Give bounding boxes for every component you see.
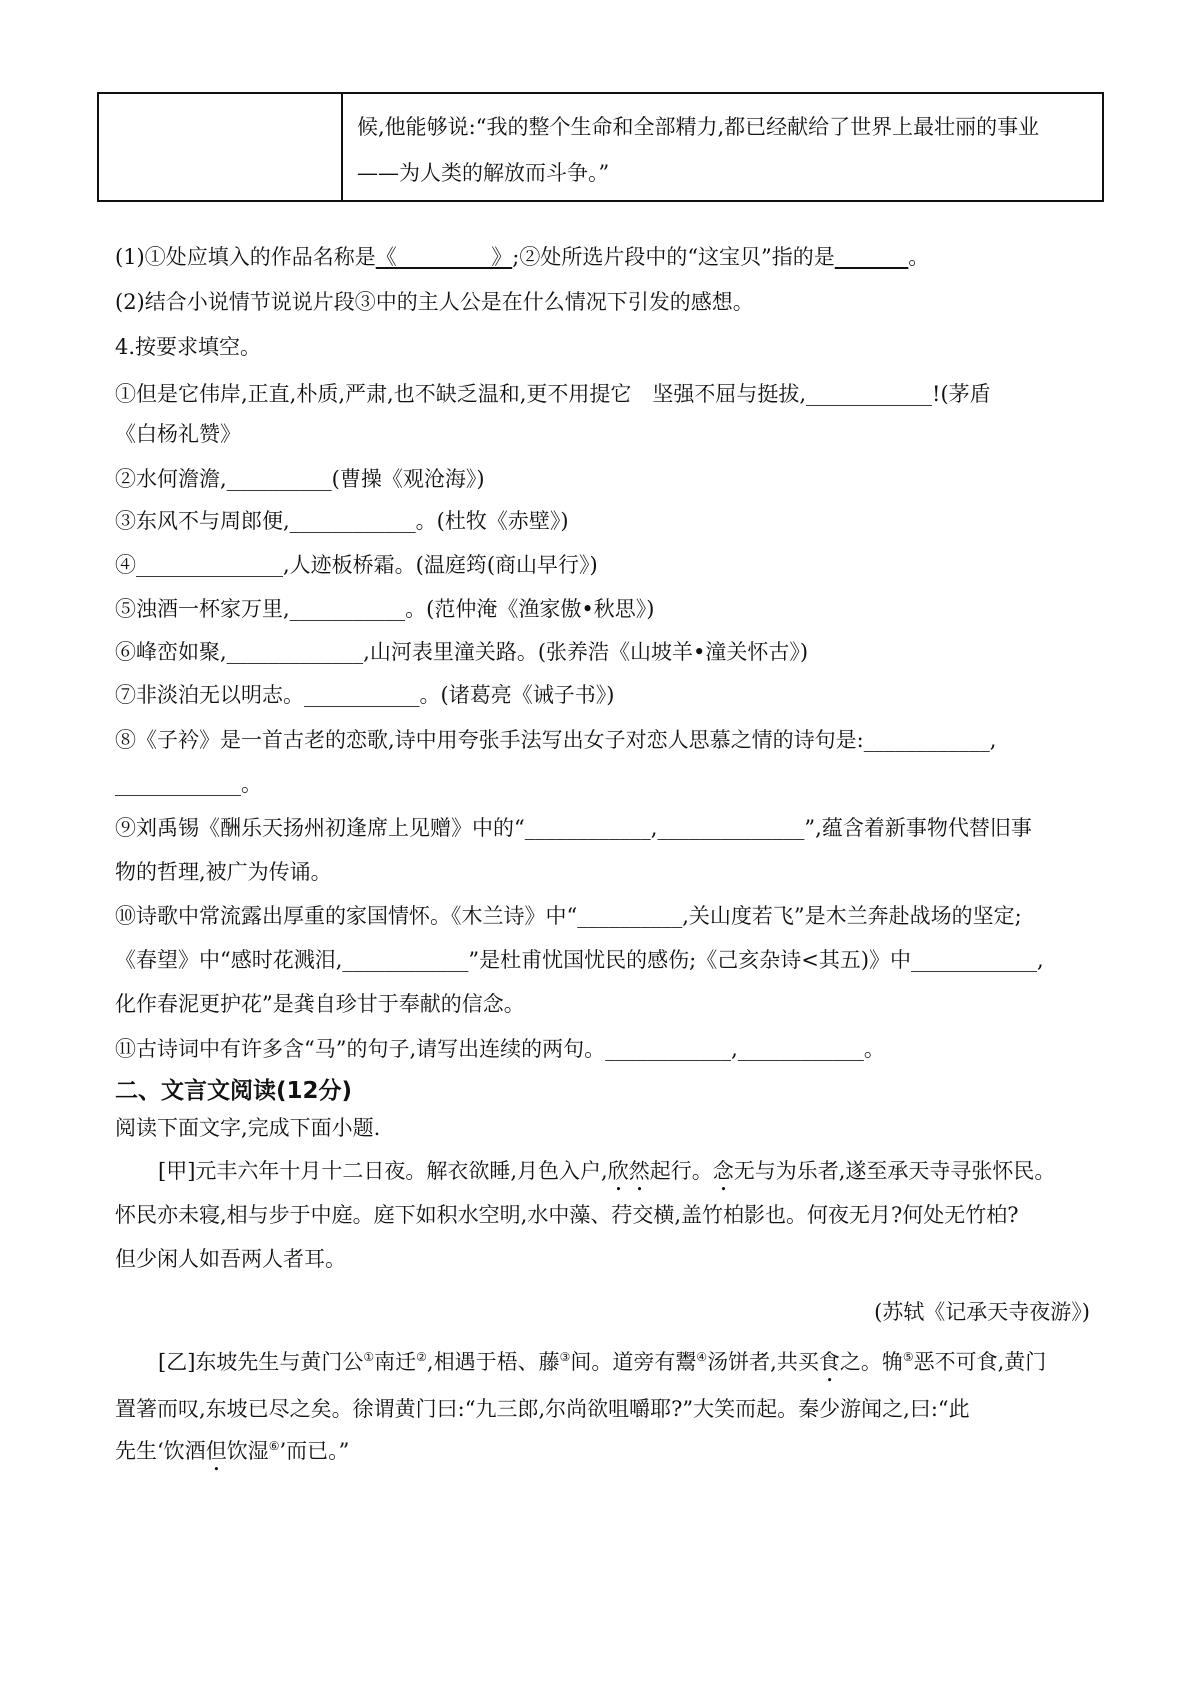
dotted-word: 食: [818, 1350, 840, 1374]
fill-item-6: ⑥峰峦如聚,_____________,山河表里潼关路。(张养浩《山坡羊•潼关怀古》): [115, 640, 809, 664]
fill-item-8-cont: ____________。: [115, 772, 262, 796]
table-left-cell: [98, 93, 342, 201]
section-instruction: 阅读下面文字,完成下面小题.: [115, 1116, 381, 1140]
fill-item-4: ④______________,人迹板桥霜。(温庭筠(商山早行》): [115, 553, 598, 577]
dotted-word: 念: [712, 1159, 734, 1183]
fill-item-8: ⑧《子衿》是一首古老的恋歌,诗中用夸张手法写出女子对恋人思慕之情的诗句是:____________,: [115, 728, 997, 752]
footnote-marker: ⑤: [902, 1350, 914, 1364]
passage-yi-line: [乙]东坡先生与黄门公①南迁②,相遇于梧、藤③间。道旁有鬻④汤饼者,共买食之。觕⑤恶不可食,黄门: [158, 1350, 1047, 1374]
passage-jia-line: [甲]元丰六年十月十二日夜。解衣欲睡,月色入户,欣然起行。念无与为乐者,遂至承天寺寻张怀民。: [158, 1159, 1056, 1183]
table-text-line: ——为人类的解放而斗争。”: [357, 161, 610, 185]
fill-item-9-cont: 物的哲理,被广为传诵。: [115, 860, 332, 884]
fill-item-11: ⑪古诗词中有许多含“马”的句子,请写出连续的两句。____________,____________。: [115, 1037, 885, 1061]
footnote-marker: ④: [696, 1350, 708, 1364]
footnote-marker: ①: [363, 1350, 375, 1364]
fill-item-1-cont: 《白杨礼赞》: [115, 422, 241, 446]
section-heading: 二、文言文阅读(12分): [115, 1078, 353, 1104]
fill-item-9: ⑨刘禹锡《酬乐天扬州初逢席上见赠》中的“____________,______________”,蕴含着新事物代替旧事: [115, 816, 1032, 840]
excerpt-table: [97, 92, 1104, 202]
passage-yi-line: 先生‘饮酒但饮湿⑥’而已。”: [115, 1439, 350, 1463]
passage-yi-line: 置箸而叹,东坡已尽之矣。徐谓黄门曰:“九三郎,尔尚欲咀嚼耶?”大笑而起。秦少游闻之,曰:“此: [115, 1397, 970, 1421]
fill-item-10: ⑩诗歌中常流露出厚重的家国情怀。《木兰诗》中“__________,关山度若飞”是木兰奔赴战场的坚定;: [115, 904, 1022, 928]
fill-item-5: ⑤浊酒一杯家万里,___________。(范仲淹《渔家傲•秋思》): [115, 597, 655, 621]
fill-item-10-cont: 《春望》中“感时花溅泪,____________”是杜甫忧国忧民的感伤;《己亥杂诗<其五)》中____________,: [115, 948, 1044, 972]
passage-jia-source: (苏轼《记承天寺夜游》): [874, 1300, 1090, 1324]
question-3-2: (2)结合小说情节说说片段③中的主人公是在什么情况下引发的感想。: [115, 290, 754, 314]
table-text-line: 候,他能够说:“我的整个生命和全部精力,都已经献给了世界上最壮丽的事业: [357, 115, 1040, 139]
footnote-marker: ③: [559, 1350, 571, 1364]
question-3-1: (1)①处应填入的作品名称是《_________》;②处所选片段中的“这宝贝”指的是_______。: [115, 245, 930, 269]
fill-item-2: ②水何澹澹,__________(曹操《观沧海》): [115, 467, 485, 491]
fill-item-7: ⑦非淡泊无以明志。___________。(诸葛亮《诫子书》): [115, 683, 615, 707]
answer-blank: _______: [834, 245, 909, 269]
passage-jia-line: 但少闲人如吾两人者耳。: [115, 1247, 346, 1271]
answer-blank: 《_________》: [375, 245, 513, 269]
dotted-word: 但: [205, 1439, 227, 1463]
passage-jia-line: 怀民亦未寝,相与步于中庭。庭下如积水空明,水中藻、荇交横,盖竹柏影也。何夜无月?何处无竹柏?: [115, 1203, 1019, 1227]
footnote-marker: ②: [416, 1350, 427, 1364]
fill-item-1: ①但是它伟岸,正直,朴质,严肃,也不缺乏温和,更不用提它 坚强不屈与挺拔,____________!(茅盾: [115, 382, 991, 406]
fill-item-10-cont2: 化作春泥更护花”是龚自珍甘于奉献的信念。: [115, 992, 525, 1016]
table-right-cell: [342, 93, 1103, 201]
dotted-word: 欣然: [607, 1159, 650, 1183]
fill-item-3: ③东风不与周郎便,____________。(杜牧《赤壁》): [115, 509, 569, 533]
footnote-marker: ⑥: [268, 1439, 280, 1453]
question-4-title: 4.按要求填空。: [115, 335, 262, 359]
